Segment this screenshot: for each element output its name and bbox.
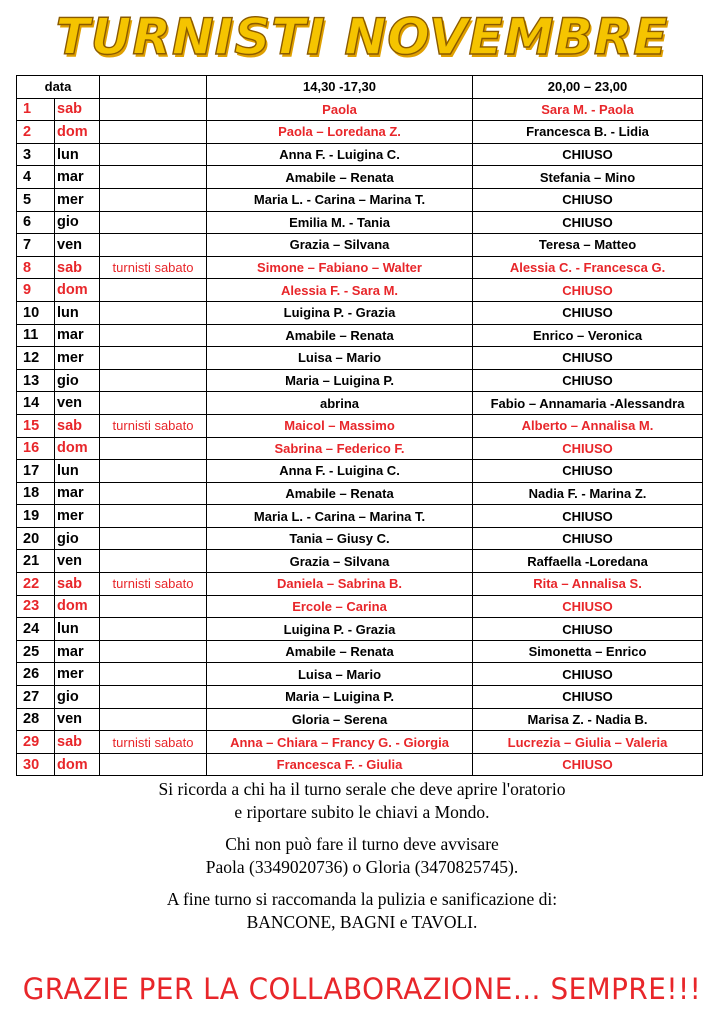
table-row xyxy=(17,595,703,618)
afternoon-shift: Maria – Luigina P. xyxy=(207,686,473,709)
note-paragraph xyxy=(0,778,724,824)
evening-shift: CHIUSO xyxy=(473,211,703,234)
weekday: mar xyxy=(55,324,100,347)
evening-shift: Raffaella -Loredana xyxy=(473,550,703,573)
evening-shift: CHIUSO xyxy=(473,505,703,528)
day-number: 18 xyxy=(17,482,55,505)
evening-shift: Sara M. - Paola xyxy=(473,98,703,121)
weekday: ven xyxy=(55,392,100,415)
table-row xyxy=(17,414,703,437)
day-number: 10 xyxy=(17,301,55,324)
row-note xyxy=(100,550,207,573)
row-note xyxy=(100,482,207,505)
weekday: mar xyxy=(55,166,100,189)
table-row xyxy=(17,234,703,257)
weekday: dom xyxy=(55,753,100,776)
row-note xyxy=(100,279,207,302)
afternoon-shift: Maria L. - Carina – Marina T. xyxy=(207,505,473,528)
weekday: gio xyxy=(55,211,100,234)
afternoon-shift: Francesca F. - Giulia xyxy=(207,753,473,776)
evening-shift: CHIUSO xyxy=(473,188,703,211)
row-note xyxy=(100,595,207,618)
table-row xyxy=(17,460,703,483)
evening-shift: CHIUSO xyxy=(473,686,703,709)
day-number: 17 xyxy=(17,460,55,483)
note-line: A fine turno si raccomanda la pulizia e sanificazione di: xyxy=(166,889,558,909)
table-row xyxy=(17,279,703,302)
table-row xyxy=(17,640,703,663)
row-note xyxy=(100,143,207,166)
row-note xyxy=(100,460,207,483)
table-row xyxy=(17,505,703,528)
schedule-rows xyxy=(17,98,703,776)
weekday: mar xyxy=(55,482,100,505)
row-note xyxy=(100,640,207,663)
row-note: turnisti sabato xyxy=(100,414,207,437)
row-note xyxy=(100,188,207,211)
weekday: sab xyxy=(55,414,100,437)
row-note xyxy=(100,708,207,731)
day-number: 29 xyxy=(17,731,55,754)
day-number: 26 xyxy=(17,663,55,686)
afternoon-shift: Emilia M. - Tania xyxy=(207,211,473,234)
row-note xyxy=(100,98,207,121)
table-row xyxy=(17,731,703,754)
day-number: 28 xyxy=(17,708,55,731)
afternoon-shift: Sabrina – Federico F. xyxy=(207,437,473,460)
afternoon-shift: Daniela – Sabrina B. xyxy=(207,573,473,596)
afternoon-shift: Maria L. - Carina – Marina T. xyxy=(207,188,473,211)
evening-shift: CHIUSO xyxy=(473,437,703,460)
afternoon-shift: Grazia – Silvana xyxy=(207,234,473,257)
afternoon-shift: Luisa – Mario xyxy=(207,347,473,370)
day-number: 12 xyxy=(17,347,55,370)
table-row xyxy=(17,482,703,505)
weekday: sab xyxy=(55,98,100,121)
table-row xyxy=(17,324,703,347)
day-number: 20 xyxy=(17,527,55,550)
day-number: 21 xyxy=(17,550,55,573)
weekday: mer xyxy=(55,347,100,370)
evening-shift: Francesca B. - Lidia xyxy=(473,121,703,144)
table-row xyxy=(17,347,703,370)
day-number: 25 xyxy=(17,640,55,663)
weekday: ven xyxy=(55,234,100,257)
day-number: 2 xyxy=(17,121,55,144)
afternoon-shift: Maria – Luigina P. xyxy=(207,369,473,392)
evening-shift: Alessia C. - Francesca G. xyxy=(473,256,703,279)
row-note xyxy=(100,166,207,189)
note-line: Chi non può fare il turno deve avvisare xyxy=(225,834,499,854)
weekday: sab xyxy=(55,573,100,596)
afternoon-shift: Luigina P. - Grazia xyxy=(207,301,473,324)
table-row xyxy=(17,143,703,166)
day-number: 15 xyxy=(17,414,55,437)
evening-shift: Alberto – Annalisa M. xyxy=(473,414,703,437)
weekday: dom xyxy=(55,121,100,144)
afternoon-shift: Amabile – Renata xyxy=(207,640,473,663)
notes xyxy=(0,778,724,943)
afternoon-shift: Paola xyxy=(207,98,473,121)
weekday: ven xyxy=(55,708,100,731)
afternoon-shift: Amabile – Renata xyxy=(207,482,473,505)
table-row xyxy=(17,211,703,234)
day-number: 9 xyxy=(17,279,55,302)
row-note xyxy=(100,527,207,550)
evening-shift: Rita – Annalisa S. xyxy=(473,573,703,596)
day-number: 16 xyxy=(17,437,55,460)
day-number: 19 xyxy=(17,505,55,528)
weekday: gio xyxy=(55,369,100,392)
header-note xyxy=(100,76,207,99)
note-paragraph xyxy=(0,833,724,879)
evening-shift: Simonetta – Enrico xyxy=(473,640,703,663)
row-note xyxy=(100,347,207,370)
afternoon-shift: Amabile – Renata xyxy=(207,166,473,189)
evening-shift: CHIUSO xyxy=(473,279,703,302)
day-number: 13 xyxy=(17,369,55,392)
evening-shift: CHIUSO xyxy=(473,753,703,776)
evening-shift: CHIUSO xyxy=(473,663,703,686)
afternoon-shift: Ercole – Carina xyxy=(207,595,473,618)
evening-shift: CHIUSO xyxy=(473,143,703,166)
day-number: 6 xyxy=(17,211,55,234)
weekday: ven xyxy=(55,550,100,573)
weekday: dom xyxy=(55,437,100,460)
weekday: mer xyxy=(55,505,100,528)
table-row xyxy=(17,686,703,709)
table-row xyxy=(17,573,703,596)
row-note xyxy=(100,234,207,257)
afternoon-shift: Paola – Loredana Z. xyxy=(207,121,473,144)
weekday: gio xyxy=(55,686,100,709)
header-date: data xyxy=(17,76,100,99)
day-number: 23 xyxy=(17,595,55,618)
table-header-row xyxy=(17,76,703,99)
evening-shift: CHIUSO xyxy=(473,595,703,618)
table-row xyxy=(17,437,703,460)
table-row xyxy=(17,550,703,573)
header-afternoon: 14,30 -17,30 xyxy=(207,76,473,99)
evening-shift: Lucrezia – Giulia – Valeria xyxy=(473,731,703,754)
weekday: lun xyxy=(55,618,100,641)
weekday: sab xyxy=(55,256,100,279)
day-number: 14 xyxy=(17,392,55,415)
afternoon-shift: Amabile – Renata xyxy=(207,324,473,347)
day-number: 1 xyxy=(17,98,55,121)
evening-shift: Teresa – Matteo xyxy=(473,234,703,257)
row-note xyxy=(100,324,207,347)
row-note: turnisti sabato xyxy=(100,573,207,596)
day-number: 24 xyxy=(17,618,55,641)
afternoon-shift: Tania – Giusy C. xyxy=(207,527,473,550)
weekday: gio xyxy=(55,527,100,550)
afternoon-shift: Maicol – Massimo xyxy=(207,414,473,437)
evening-shift: Marisa Z. - Nadia B. xyxy=(473,708,703,731)
note-line: Si ricorda a chi ha il turno serale che deve aprire l'oratorio xyxy=(158,779,566,799)
evening-shift: CHIUSO xyxy=(473,618,703,641)
schedule-table xyxy=(16,75,703,776)
afternoon-shift: Simone – Fabiano – Walter xyxy=(207,256,473,279)
note-paragraph xyxy=(0,888,724,934)
weekday: mar xyxy=(55,640,100,663)
evening-shift: Stefania – Mino xyxy=(473,166,703,189)
day-number: 7 xyxy=(17,234,55,257)
table-row xyxy=(17,663,703,686)
weekday: dom xyxy=(55,595,100,618)
note-line: Paola (3349020736) o Gloria (3470825745). xyxy=(205,857,519,877)
evening-shift: CHIUSO xyxy=(473,527,703,550)
table-row xyxy=(17,708,703,731)
table-row xyxy=(17,98,703,121)
table-row xyxy=(17,618,703,641)
weekday: sab xyxy=(55,731,100,754)
weekday: lun xyxy=(55,460,100,483)
table-row xyxy=(17,753,703,776)
weekday: mer xyxy=(55,188,100,211)
day-number: 22 xyxy=(17,573,55,596)
afternoon-shift: Grazia – Silvana xyxy=(207,550,473,573)
afternoon-shift: Luigina P. - Grazia xyxy=(207,618,473,641)
evening-shift: Nadia F. - Marina Z. xyxy=(473,482,703,505)
afternoon-shift: Luisa – Mario xyxy=(207,663,473,686)
table-row xyxy=(17,121,703,144)
note-line: BANCONE, BAGNI e TAVOLI. xyxy=(246,912,478,932)
afternoon-shift: Gloria – Serena xyxy=(207,708,473,731)
page-title: TURNISTI NOVEMBRE xyxy=(55,8,669,66)
header-evening: 20,00 – 23,00 xyxy=(473,76,703,99)
table-row xyxy=(17,369,703,392)
table-row xyxy=(17,166,703,189)
day-number: 3 xyxy=(17,143,55,166)
table-row xyxy=(17,256,703,279)
row-note: turnisti sabato xyxy=(100,256,207,279)
day-number: 5 xyxy=(17,188,55,211)
row-note xyxy=(100,753,207,776)
day-number: 11 xyxy=(17,324,55,347)
row-note xyxy=(100,505,207,528)
afternoon-shift: abrina xyxy=(207,392,473,415)
table-row xyxy=(17,301,703,324)
table-row xyxy=(17,392,703,415)
evening-shift: CHIUSO xyxy=(473,460,703,483)
row-note xyxy=(100,121,207,144)
evening-shift: Enrico – Veronica xyxy=(473,324,703,347)
row-note xyxy=(100,369,207,392)
row-note xyxy=(100,663,207,686)
evening-shift: CHIUSO xyxy=(473,301,703,324)
row-note xyxy=(100,618,207,641)
row-note xyxy=(100,686,207,709)
table-row xyxy=(17,188,703,211)
footer-thanks: GRAZIE PER LA COLLABORAZIONE… SEMPRE!!! xyxy=(22,972,702,1006)
day-number: 30 xyxy=(17,753,55,776)
day-number: 27 xyxy=(17,686,55,709)
evening-shift: CHIUSO xyxy=(473,347,703,370)
note-line: e riportare subito le chiavi a Mondo. xyxy=(234,802,490,822)
row-note xyxy=(100,392,207,415)
table-row xyxy=(17,527,703,550)
row-note: turnisti sabato xyxy=(100,731,207,754)
afternoon-shift: Anna – Chiara – Francy G. - Giorgia xyxy=(207,731,473,754)
evening-shift: Fabio – Annamaria -Alessandra xyxy=(473,392,703,415)
row-note xyxy=(100,301,207,324)
weekday: mer xyxy=(55,663,100,686)
day-number: 8 xyxy=(17,256,55,279)
day-number: 4 xyxy=(17,166,55,189)
row-note xyxy=(100,211,207,234)
weekday: lun xyxy=(55,301,100,324)
afternoon-shift: Anna F. - Luigina C. xyxy=(207,460,473,483)
row-note xyxy=(100,437,207,460)
weekday: dom xyxy=(55,279,100,302)
afternoon-shift: Alessia F. - Sara M. xyxy=(207,279,473,302)
evening-shift: CHIUSO xyxy=(473,369,703,392)
weekday: lun xyxy=(55,143,100,166)
afternoon-shift: Anna F. - Luigina C. xyxy=(207,143,473,166)
